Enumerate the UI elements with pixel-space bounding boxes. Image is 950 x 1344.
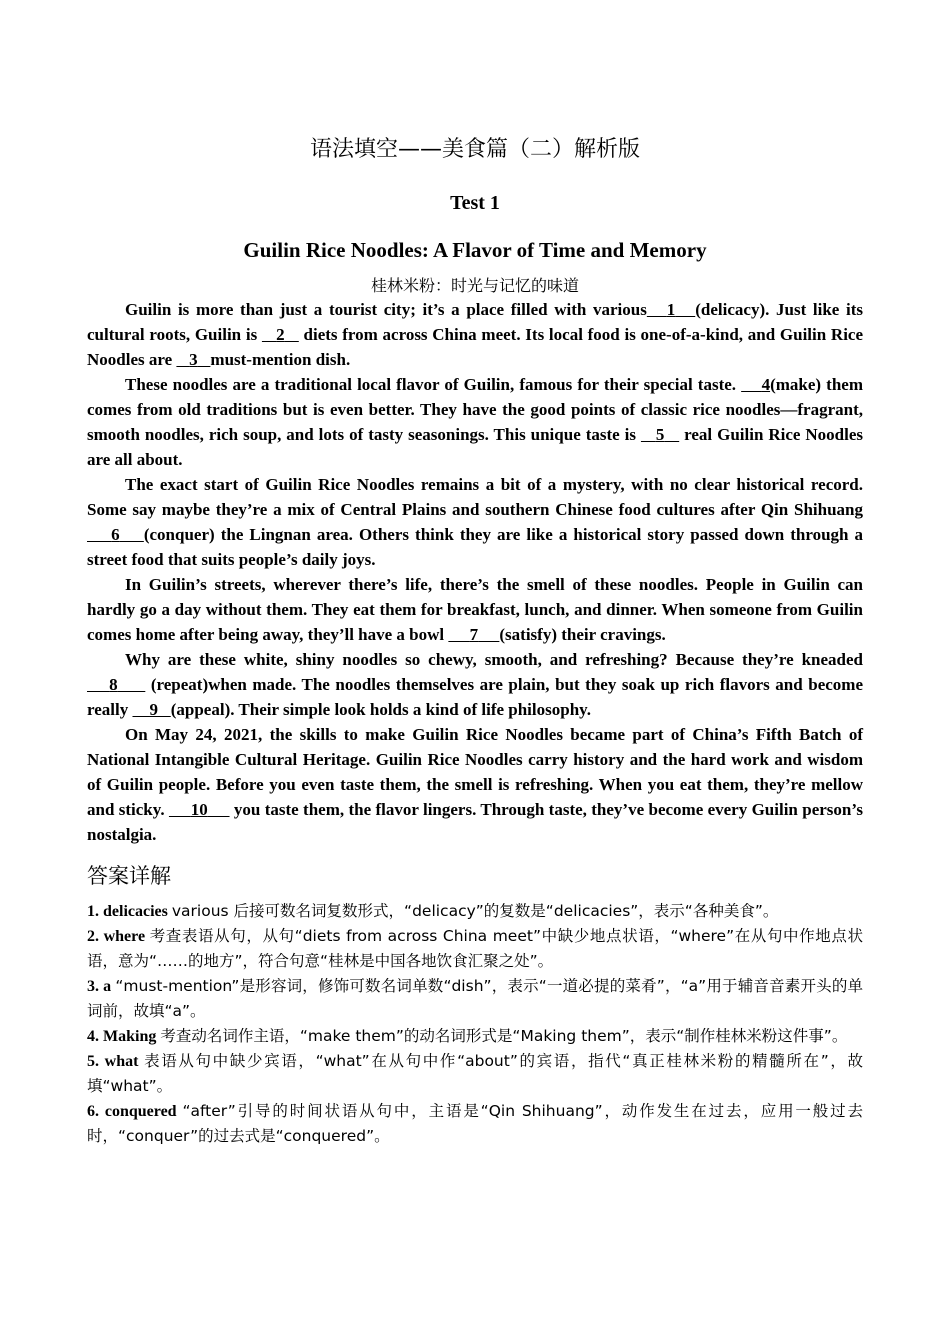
answer-item: 3. a “must-mention”是形容词，修饰可数名词单数“dish”，表示“一道必提的菜肴”，“a”用于辅音音素开头的单词前，故填“a”。 [87,977,864,1020]
paragraph-6: On May 24, 2021, the skills to make Guilin Rice Noodles became part of China’s Fifth Batch of National Intangible Cultural Heritage. Guilin Rice Noodles carry history and the hard work and wisdom of Guilin people. Before you even taste them, the smell is refreshing. When you eat them, they’re mellow and sticky. 10 you taste them, the flavor lingers. Through taste, they’ve become every Guilin person’s nostalgia. [87,725,864,844]
page-title: 语法填空——美食篇（二）解析版 [309,137,640,162]
test-label: Test 1 [450,192,500,214]
answers-heading: 答案详解 [87,864,171,888]
passage-subtitle: 桂林米粉：时光与记忆的味道 [370,276,579,295]
blank-4: 4 [761,375,771,394]
blank-6: 6 [111,525,120,544]
paragraph-4: In Guilin’s streets, wherever there’s life, there’s the smell of these noodles. People in Guilin can hardly go a day without them. They eat them for breakfast, lunch, and dinner. When someone from Guilin comes home after being away, they’ll have a bowl 7 (satisfy) their cravings. [87,575,863,644]
blank-7: 7 [469,625,479,644]
paragraph-3: The exact start of Guilin Rice Noodles remains a bit of a mystery, with no clear historical record. Some say maybe they’re a mix of Central Plains and southern Chinese food cultures after Qin Shihuang 6 (conquer) the Lingnan area. Others think they are like a historical story passed down through a street food that suits people’s daily joys. [87,475,864,569]
answer-item: 4. Making 考查动名词作主语，“make them”的动名词形式是“Making them”，表示“制作桂林米粉这件事”。 [87,1027,848,1045]
paragraph-5: Why are these white, shiny noodles so chewy, smooth, and refreshing? Because they’re kneaded 8 (repeat)when made. The noodles themselves are plain, but they soak up rich flavors and become really 9 (appeal). Their simple look holds a kind of life philosophy. [87,650,863,719]
blank-9: 9 [149,700,158,719]
blank-5: 5 [655,425,665,444]
paragraph-2: These noodles are a traditional local flavor of Guilin, famous for their special taste. 4(make) them comes from old traditions but is even better. They have the good points of classic rice noodles—fragrant, smooth noodles, rich soup, and lots of tasty seasonings. This unique taste is 5 real Guilin Rice Noodles are all about. [87,375,864,469]
answer-item: 5. what 表语从句中缺少宾语，“what”在从句中作“about”的宾语，指代“真正桂林米粉的精髓所在”，故填“what”。 [87,1052,864,1095]
paragraph-1: Guilin is more than just a tourist city; it’s a place filled with various 1 (delicacy). Just like its cultural roots, Guilin is 2 diets from across China meet. Its local food is one-of-a-kind, and Guilin Rice Noodles are 3 must-mention dish. [87,300,864,369]
blank-1: 1 [666,300,676,319]
passage-heading: Guilin Rice Noodles: A Flavor of Time and Memory [243,238,707,262]
blank-8: 8 [109,675,118,694]
answer-item: 1. delicacies various 后接可数名词复数形式，“delicacy”的复数是“delicacies”，表示“各种美食”。 [87,902,779,920]
blank-2: 2 [276,325,285,344]
document-page [87,134,863,1149]
blank-3: 3 [189,350,198,369]
blank-10: 10 [190,800,208,819]
answer-item: 2. where 考查表语从句，从句“diets from across China meet”中缺少地点状语，“where”在从句中作地点状语，意为“……的地方”，符合句意“桂林是中国各地饮食汇聚之处”。 [87,927,863,970]
answer-item: 6. conquered “after”引导的时间状语从句中，主语是“Qin Shihuang”，动作发生在过去，应用一般过去时，“conquer”的过去式是“conquered”。 [87,1102,863,1145]
